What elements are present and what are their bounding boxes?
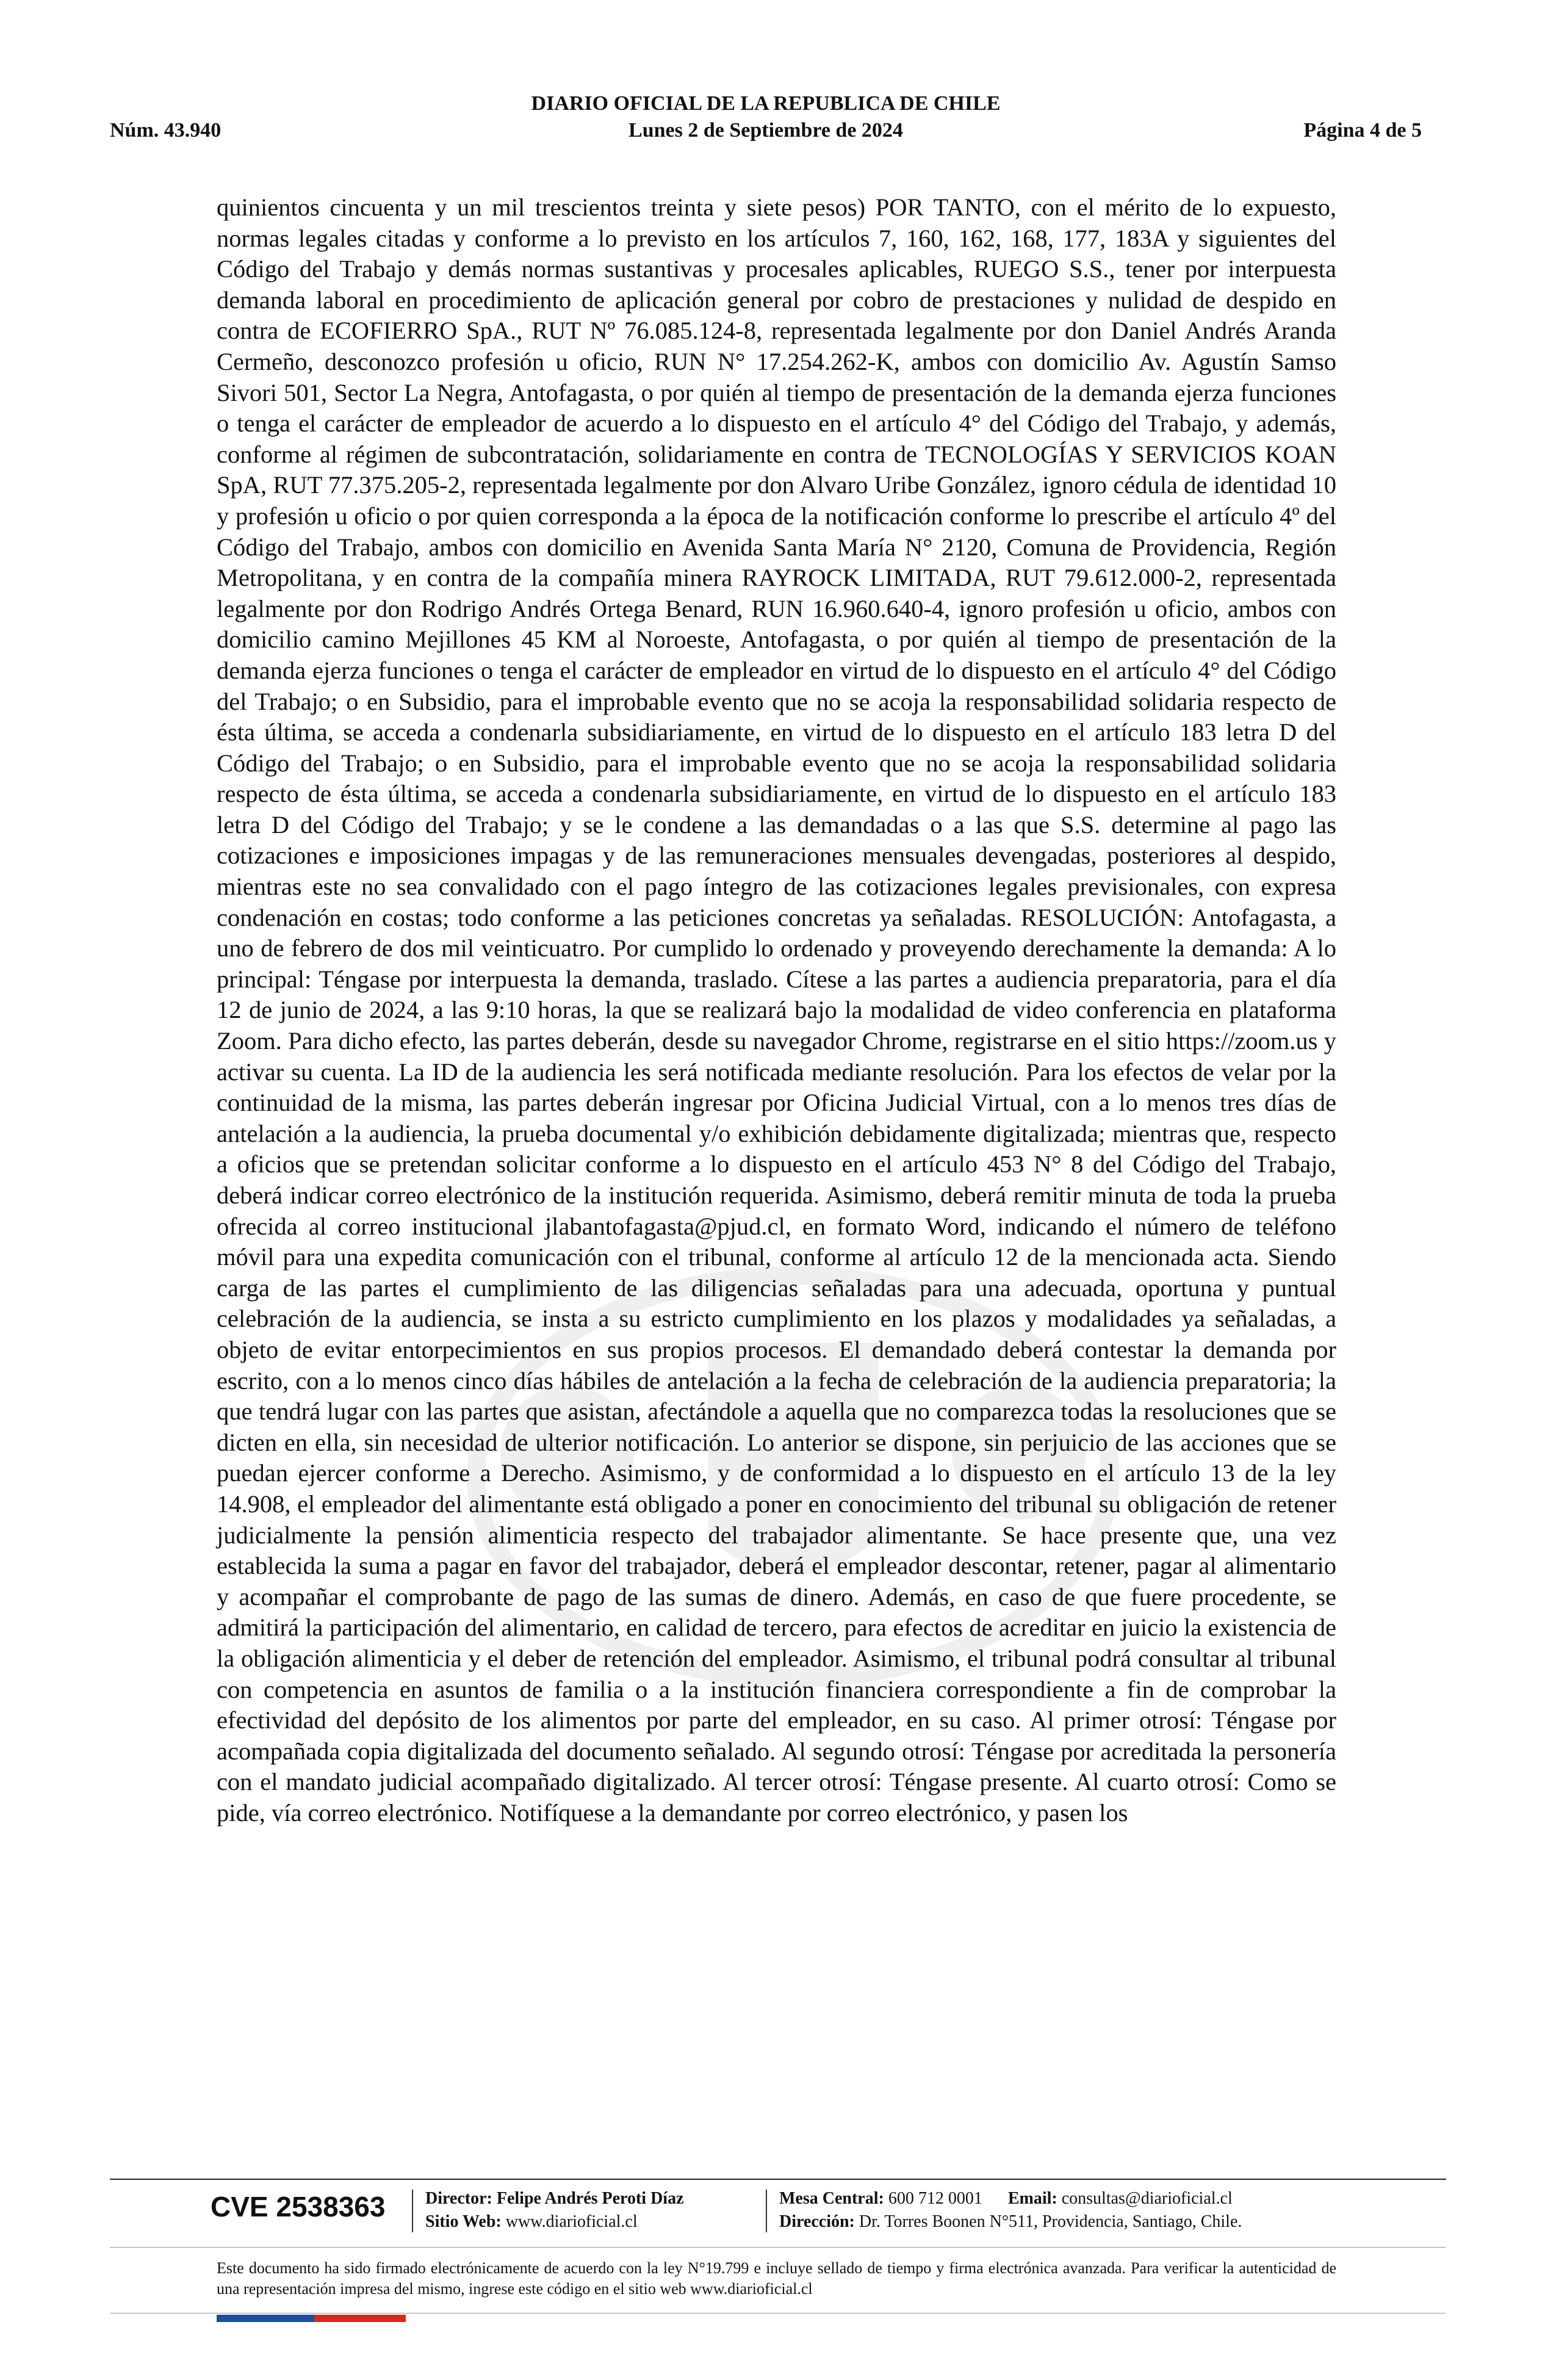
contact-line <box>779 2187 1242 2210</box>
director-line <box>425 2187 684 2210</box>
site-link[interactable]: www.diarioficial.cl <box>505 2212 638 2231</box>
cve-code: CVE 2538363 <box>211 2191 386 2223</box>
page-number: Página 4 de 5 <box>1303 119 1422 142</box>
footer-director-info <box>425 2187 684 2234</box>
document-body: quinientos cincuenta y un mil trescientos treinta y siete pesos) POR TANTO, con el mérito de lo expuesto, normas legales citadas y conforme a lo previsto en los artículos 7, 160, 162, 168, 177, 183A y siguientes del Código del Trabajo y demás normas sustantivas y procesales aplicables, RUEGO S.S., tener por interpuesta demanda laboral en procedimiento de aplicación general por cobro de prestaciones y nulidad de despido en contra de ECOFIERRO SpA., RUT Nº 76.085.124-8, representada legalmente por don Daniel Andrés Aranda Cermeño, desconozco profesión u oficio, RUN N° 17.254.262-K, ambos con domicilio Av. Agustín Samso Sivori 501, Sector La Negra, Antofagasta, o por quién al tiempo de presentación de la demanda ejerza funciones o tenga el carácter de empleador de acuerdo a lo dispuesto en el artículo 4° del Código del Trabajo, y además, conforme al régimen de subcontratación, solidariamente en contra de TECNOLOGÍAS Y SERVICIOS KOAN SpA, RUT 77.375.205-2, representada legalmente por don Alvaro Uribe González, ignoro cédula de identidad 10 y profesión u oficio o por quien corresponda a la época de la notificación conforme lo prescribe el artículo 4º del Código del Trabajo, ambos con domicilio en Avenida Santa María N° 2120, Comuna de Providencia, Región Metropolitana, y en contra de la compañía minera RAYROCK LIMITADA, RUT 79.612.000-2, representada legalmente por don Rodrigo Andrés Ortega Benard, RUN 16.960.640-4, ignoro profesión u oficio, ambos con domicilio camino Mejillones 45 KM al Noroeste, Antofagasta, o por quién al tiempo de presentación de la demanda ejerza funciones o tenga el carácter de empleador en virtud de lo dispuesto en el artículo 4° del Código del Trabajo; o en Subsidio, para el improbable evento que no se acoja la responsabilidad solidaria respecto de ésta última, se acceda a condenarla subsidiariamente, en virtud de lo dispuesto en el artículo 183 letra D del Código del Trabajo; o en Subsidio, para el improbable evento que no se acoja la responsabilidad solidaria respecto de ésta última, se acceda a condenarla subsidiariamente, en virtud de lo dispuesto en el artículo 183 letra D del Código del Trabajo; y se le condene a las demandadas o a las que S.S. determine al pago las cotizaciones e imposiciones impagas y de las remuneraciones mensuales devengadas, posteriores al despido, mientras este no sea convalidado con el pago íntegro de las cotizaciones legales previsionales, con expresa condenación en costas; todo conforme a las peticiones concretas ya señaladas. RESOLUCIÓN: Antofagasta, a uno de febrero de dos mil veinticuatro. Por cumplido lo ordenado y proveyendo derechamente la demanda: A lo principal: Téngase por interpuesta la demanda, traslado. Cítese a las partes a audiencia preparatoria, para el día 12 de junio de 2024, a las 9:10 horas, la que se realizará bajo la modalidad de video conferencia en plataforma Zoom. Para dicho efecto, las partes deberán, desde su navegador Chrome, registrarse en el sitio https://zoom.us y activar su cuenta. La ID de la audiencia les será notificada mediante resolución. Para los efectos de velar por la continuidad de la misma, las partes deberán ingresar por Oficina Judicial Virtual, con a lo menos tres días de antelación a la audiencia, la prueba documental y/o exhibición debidamente digitalizada; mientras que, respecto a oficios que se pretendan solicitar conforme a lo dispuesto en el artículo 453 N° 8 del Código del Trabajo, deberá indicar correo electrónico de la institución requerida. Asimismo, deberá remitir minuta de toda la prueba ofrecida al correo institucional jlabantofagasta@pjud.cl, en formato Word, indicando el número de teléfono móvil para una expedita comunicación con el tribunal, conforme al artículo 12 de la mencionada acta. Siendo carga de las partes el cumplimiento de las diligencias señaladas para una adecuada, oportuna y puntual celebración de la audiencia, se insta a su estricto cumplimiento en los plazos y modalidades ya señaladas, a objeto de evitar entorpecimientos en sus propios procesos. El demandado deberá contestar la demanda por escrito, con a lo menos cinco días hábiles de antelación a la fecha de celebración de la audiencia preparatoria; la que tendrá lugar con las partes que asistan, afectándole a aquella que no comparezca todas la resoluciones que se dicten en ella, sin necesidad de ulterior notificación. Lo anterior se dispone, sin perjuicio de las acciones que se puedan ejercer conforme a Derecho. Asimismo, y de conformidad a lo dispuesto en el artículo 13 de la ley 14.908, el empleador del alimentante está obligado a poner en conocimiento del tribunal su obligación de retener judicialmente la pensión alimenticia respecto del trabajador alimentante. Se hace presente que, una vez establecida la suma a pagar en favor del trabajador, deberá el empleador descontar, retener, pagar al alimentario y acompañar el comprobante de pago de las sumas de dinero. Además, en caso de que fuere procedente, se admitirá la participación del alimentario, en calidad de tercero, para efectos de acreditar en juicio la existencia de la obligación alimenticia y el deber de retención del empleador. Asimismo, el tribunal podrá consultar al tribunal con competencia en asuntos de familia o a la institución financiera correspondiente a fin de comprobar la efectividad del depósito de los alimentos por parte del empleador, en su caso. Al primer otrosí: Téngase por acompañada copia digitalizada del documento señalado. Al segundo otrosí: Téngase por acreditada la personería con el mandato judicial acompañado digitalizado. Al tercer otrosí: Téngase presente. Al cuarto otrosí: Como se pide, vía correo electrónico. Notifíquese a la demandante por correo electrónico, y pasen los <box>217 193 1336 1826</box>
chile-flag-stripe <box>217 2315 406 2322</box>
footer-separator <box>766 2190 767 2232</box>
director-label: Director: <box>425 2189 492 2208</box>
issue-number: Núm. 43.940 <box>110 119 222 142</box>
footer-top-rule <box>110 2179 1446 2180</box>
footer-middle-rule <box>110 2247 1446 2248</box>
flag-blue-segment <box>217 2315 314 2322</box>
email-link[interactable]: consultas@diarioficial.cl <box>1061 2189 1233 2208</box>
director-name: Felipe Andrés Peroti Díaz <box>496 2189 684 2208</box>
address-value: Dr. Torres Boonen N°511, Providencia, Santiago, Chile. <box>859 2212 1242 2231</box>
mesa-label: Mesa Central: <box>779 2189 884 2208</box>
flag-red-segment <box>314 2315 406 2322</box>
page-header <box>110 92 1422 159</box>
site-label: Sitio Web: <box>425 2212 502 2231</box>
footer-separator <box>412 2190 413 2232</box>
footer-contact-info <box>779 2187 1242 2234</box>
mesa-phone: 600 712 0001 <box>888 2189 982 2208</box>
email-label: Email: <box>1007 2189 1057 2208</box>
address-label: Dirección: <box>779 2212 855 2231</box>
issue-date: Lunes 2 de Septiembre de 2024 <box>629 119 903 142</box>
site-line <box>425 2210 684 2234</box>
publication-title: DIARIO OFICIAL DE LA REPUBLICA DE CHILE <box>531 92 1001 115</box>
signature-disclaimer: Este documento ha sido firmado electrónicamente de acuerdo con la ley N°19.799 e incluye sellado de tiempo y firma electrónica avanzada. Para verificar la autenticidad de una representación impresa del mismo, ingrese este código en el sitio web www.diarioficial.cl <box>217 2259 1336 2298</box>
address-line <box>779 2210 1242 2234</box>
